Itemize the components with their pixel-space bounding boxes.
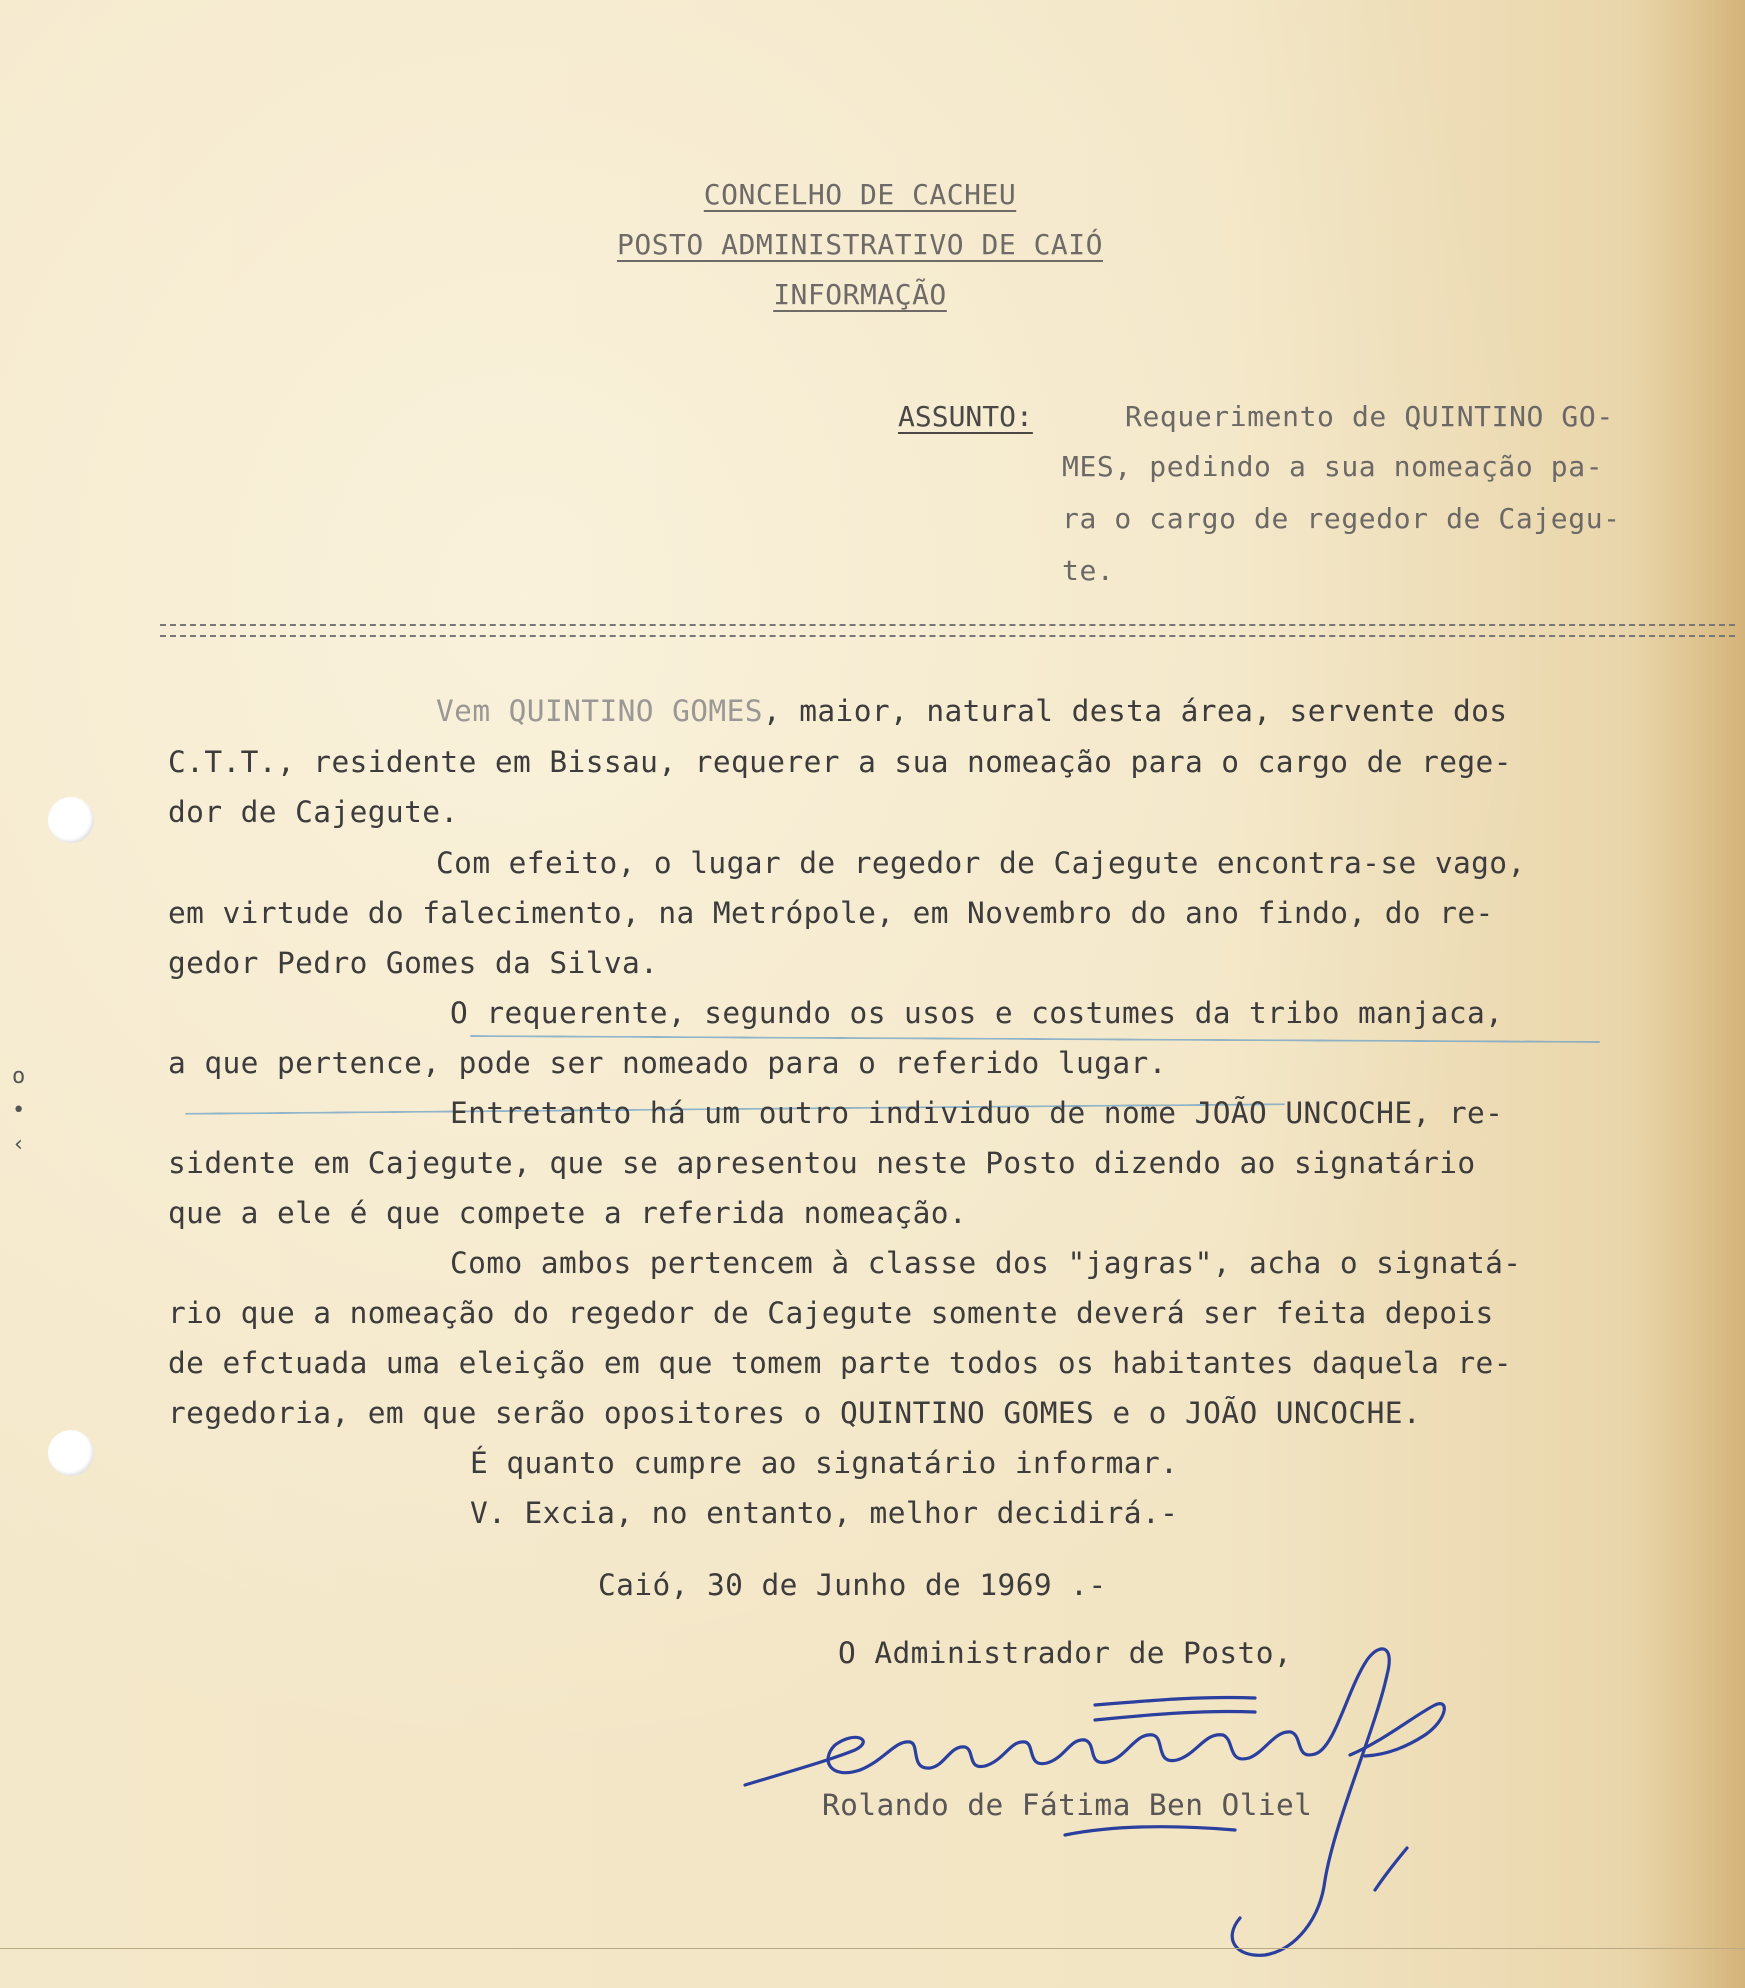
subject-label: ASSUNTO: — [898, 400, 1033, 433]
punch-hole-top — [48, 797, 94, 843]
margin-marks: o • ‹ — [12, 1064, 26, 1157]
body-line: V. Excia, no entanto, melhor decidirá.- — [470, 1496, 1179, 1530]
body-line: sidente em Cajegute, que se apresentou neste Posto dizendo ao signatário — [168, 1146, 1476, 1180]
body-line: regedoria, em que serão opositores o QUINTINO GOMES e o JOÃO UNCOCHE. — [168, 1396, 1422, 1430]
body-line: Entretanto há um outro individuo de nome JOÃO UNCOCHE, re- — [450, 1096, 1504, 1130]
body-line: C.T.T., residente em Bissau, requerer a sua nomeação para o cargo de rege- — [168, 745, 1512, 779]
header-posto: POSTO ADMINISTRATIVO DE CAIÓ — [616, 228, 1103, 261]
body-line: Como ambos pertencem à classe dos "jagras", acha o signatá- — [450, 1246, 1522, 1280]
page-edge-line — [0, 1948, 1745, 1949]
body-line: rio que a nomeação do regedor de Cajegute somente deverá ser feita depois — [168, 1296, 1494, 1330]
subject-line: te. — [1062, 554, 1115, 587]
body-line — [436, 694, 1507, 728]
body-line: em virtude do falecimento, na Metrópole, em Novembro do ano findo, do re- — [168, 896, 1494, 930]
header-informacao: INFORMAÇÃO — [773, 278, 947, 311]
header-concelho: CONCELHO DE CACHEU — [703, 178, 1017, 211]
place-date: Caió, 30 de Junho de 1969 .- — [598, 1568, 1107, 1602]
subject-line: Requerimento de QUINTINO GO- — [1125, 400, 1614, 433]
punch-hole-bottom — [48, 1430, 94, 1476]
body-text: , maior, natural desta área, servente dos — [762, 694, 1508, 728]
body-line: O requerente, segundo os usos e costumes da tribo manjaca, — [450, 996, 1504, 1030]
body-line: dor de Cajegute. — [168, 795, 459, 829]
body-line: gedor Pedro Gomes da Silva. — [168, 946, 659, 980]
signer-title: O Administrador de Posto, — [838, 1636, 1293, 1670]
body-line: É quanto cumpre ao signatário informar. — [470, 1446, 1179, 1480]
body-line: que a ele é que compete a referida nomeação. — [168, 1196, 968, 1230]
subject-line: MES, pedindo a sua nomeação pa- — [1062, 450, 1604, 483]
pen-underline — [470, 1035, 1600, 1043]
body-line: de efctuada uma eleição em que tomem parte todos os habitantes daquela re- — [168, 1346, 1512, 1380]
signer-name: Rolando de Fátima Ben Oliel — [822, 1788, 1313, 1822]
body-line: Com efeito, o lugar de regedor de Cajegute encontra-se vago, — [436, 846, 1526, 880]
faded-text: Vem QUINTINO GOMES — [436, 694, 763, 728]
separator-line — [160, 624, 1735, 637]
subject-line: ra o cargo de regedor de Cajegu- — [1062, 502, 1621, 535]
body-line: a que pertence, pode ser nomeado para o referido lugar. — [168, 1046, 1167, 1080]
